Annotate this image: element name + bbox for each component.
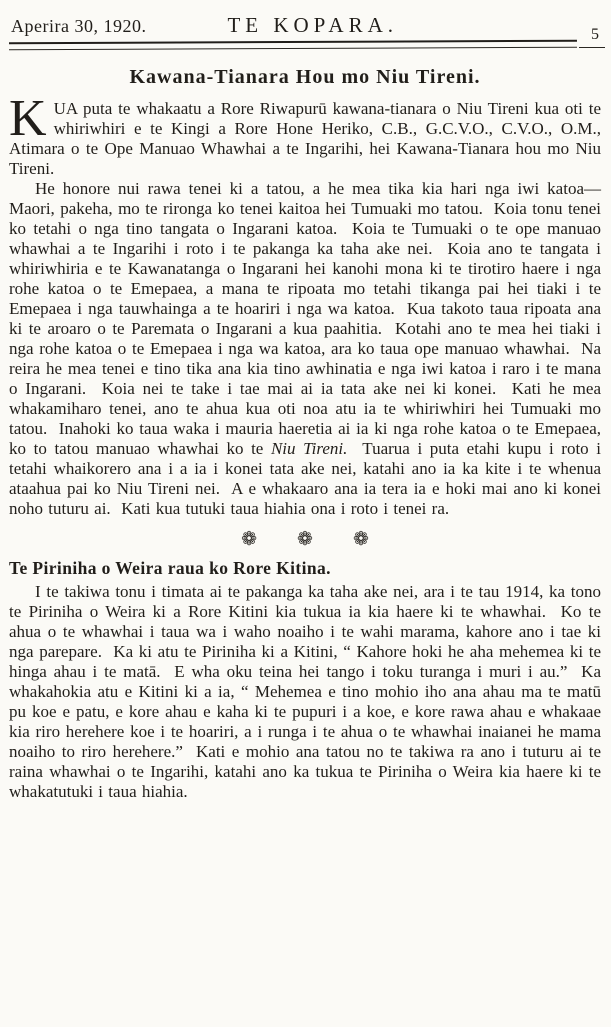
- masthead: [9, 13, 601, 38]
- article-kawana-tianara: [9, 66, 607, 519]
- article-paragraph: [9, 582, 607, 802]
- paragraph-text: Tuarua i puta etahi kupu i roto i tetahi whaikorero ana i a ia i konei tata ake nei, katahi ano ia ka kite i te whenua ataahua pai ko Niu Tireni nei. A e whakaaro ana ia tera ia e hoki mai ano ki konei noho tuturu ai. Kati kua tutuki taua hiahia ona i roto i tenei ra.: [9, 439, 607, 518]
- article-subheading: Te Piriniha o Weira raua ko Rore Kitina.: [9, 558, 331, 578]
- fleuron-icon: ❁: [352, 528, 369, 550]
- article-piriniha-o-weira: [9, 558, 607, 802]
- paragraph-text: I te takiwa tonu i timata ai te pakanga ka taha ake nei, ara i te tau 1914, ka tono te Piriniha o Weira ki a Rore Kitini kia tukua ia kia haere ki te whawhai. Ko te ahua o te whawhai i taua wa i waho noaiho i te wahi marama, kahore ano i tae ki nga parepare. Ka ki atu te Piriniha ki a Kitini, “ Kahore hoki he aha mehemea ki te hinga ahau i te matā. E wha oku teina hei tango i toku turanga i muri i au.” Ka whakahokia atu e Kitini ki a ia, “ Mehemea e tino mohio iho ana ahau ma te matū pu koe e patu, e kore ahau e kaha ki te pupuri i a koe, e kore rawa ahau e whakaae kia riro herehere koe i te hoariri, a i runga i te ahua o te whawhai inaianei he mama noaiho to riro herehere.” Kati e mohio ana tatou no te takiwa ra ano i tuturu ai te raina whawhai o te Ingarihi, katahi ano ka tukua te Piriniha o Weira kia haere ki te whakatutuki i taua hiahia.: [9, 582, 607, 801]
- article-paragraph: [9, 90, 607, 179]
- journal-title: TE KOPARA.: [227, 13, 399, 37]
- dropcap-letter: K: [9, 90, 47, 147]
- page-number: 5: [591, 26, 599, 43]
- fleuron-icon: ❁: [297, 528, 313, 550]
- ship-name-italic: Niu Tireni.: [270, 439, 348, 458]
- fleuron-icon: ❁: [241, 528, 258, 550]
- issue-date: Aperira 30, 1920.: [11, 16, 147, 36]
- article-paragraph: [9, 179, 607, 519]
- article-heading: Kawana-Tianara Hou mo Niu Tireni.: [129, 66, 481, 88]
- page-number-rule: [579, 47, 605, 48]
- section-divider-ornaments: [9, 526, 601, 552]
- masthead-rule: [9, 40, 577, 50]
- paragraph-text: UA puta te whakaatu a Rore Riwapurū kawana-tianara o Niu Tireni kua oti te whiriwhiri e te Kingi a Rore Hone Heriko, C.B., G.C.V.O., C.V.O., O.M., Atimara o te Ope Manuao Whawhai a te Ingarihi, hei Kawana-Tianara hou mo Niu Tireni.: [9, 99, 607, 178]
- paragraph-text: He honore nui rawa tenei ki a tatou, a he mea tika kia hari nga iwi katoa—Maori, pakeha, mo te rironga ko tenei kaitoa hei Tumuaki mo tatou. Koia tonu tenei ko tetahi o nga tino tangata o Ingarani katoa. Koia te Tumuaki o te ope manuao whawhai a te Ingarihi i roto i te pakanga ka taha ake nei. Koia ano te tangata i whiriwhiria e te Kawanatanga o Ingarani hei kanohi mona ki te tirotiro haere i nga rohe katoa o te Emepaea, a mana te ripoata mo tetahi tikanga pai hei tiaki i te Emepaea i nga tauwhainga a te hoariri i nga wa katoa. Kua takoto taua ripoata ana ki te aroaro o te Paremata o Ingarani a kua paahitia. Kotahi ano te mea hei tiaki i nga rohe katoa o te Emepaea i nga wa katoa, ara ko taua ope manuao whawhai. Na reira he mea tenei e tino tika ana kia tino awhinatia e nga iwi katoa i raro i te mana o Ingarani. Koia nei te take i tae mai ai ia tata ake nei ki konei. Kati he mea whakamiharo tenei, ano te ahua kua oti noa atu ia te whiriwhiri hei Tumuaki mo tatou. Inahoki ko taua waka i mauria haeretia ai ia ki nga rohe katoa o te Emepaea, ko to tatou manuao whawhai ko te: [9, 179, 607, 458]
